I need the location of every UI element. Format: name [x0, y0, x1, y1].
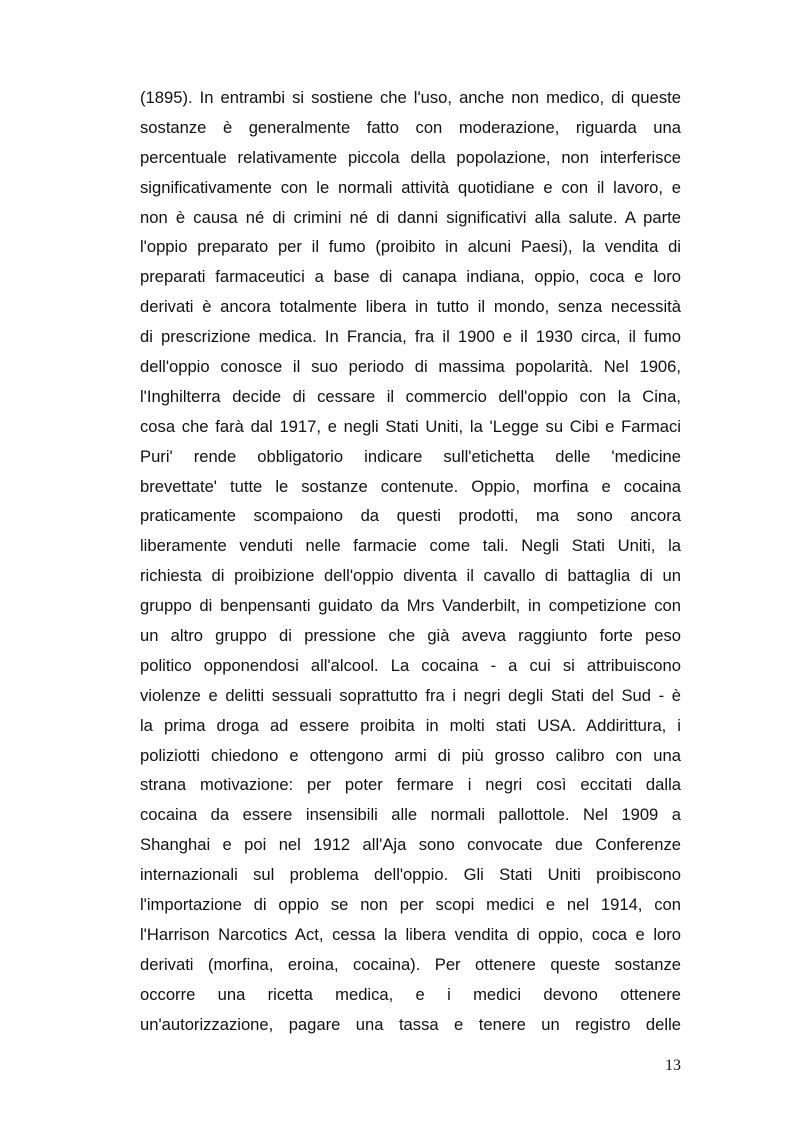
- text-line: internazionali sul problema dell'oppio. Gli Stati Uniti proibiscono: [140, 865, 681, 885]
- text-line: sostanze è generalmente fatto con moderazione, riguarda una: [140, 117, 681, 137]
- text-line: dell'oppio conosce il suo periodo di massima popolarità. Nel 1906,: [140, 357, 681, 377]
- text-line: violenze e delitti sessuali soprattutto fra i negri degli Stati del Sud - è: [140, 685, 681, 705]
- text-line: preparati farmaceutici a base di canapa indiana, oppio, coca e loro: [140, 267, 681, 287]
- body-text: [140, 83, 681, 1040]
- text-line: politico opponendosi all'alcool. La cocaina - a cui si attribuiscono: [140, 655, 681, 675]
- text-line: derivati è ancora totalmente libera in tutto il mondo, senza necessità: [140, 297, 681, 317]
- text-line: non è causa né di crimini né di danni significativi alla salute. A parte: [140, 207, 681, 227]
- text-line: l'Harrison Narcotics Act, cessa la libera vendita di oppio, coca e loro: [140, 924, 681, 944]
- text-line: cocaina da essere insensibili alle normali pallottole. Nel 1909 a: [140, 805, 681, 825]
- text-line: gruppo di benpensanti guidato da Mrs Vanderbilt, in competizione con: [140, 596, 681, 616]
- text-line: l'oppio preparato per il fumo (proibito in alcuni Paesi), la vendita di: [140, 237, 681, 257]
- text-line: praticamente scompaiono da questi prodotti, ma sono ancora: [140, 506, 681, 526]
- text-line: liberamente venduti nelle farmacie come tali. Negli Stati Uniti, la: [140, 536, 681, 556]
- text-line: l'Inghilterra decide di cessare il commercio dell'oppio con la Cina,: [140, 386, 681, 406]
- text-line: significativamente con le normali attività quotidiane e con il lavoro, e: [140, 177, 681, 197]
- text-line: poliziotti chiedono e ottengono armi di più grosso calibro con una: [140, 745, 681, 765]
- text-line: (1895). In entrambi si sostiene che l'uso, anche non medico, di queste: [140, 88, 681, 107]
- text-line: di prescrizione medica. In Francia, fra il 1900 e il 1930 circa, il fumo: [140, 327, 681, 347]
- text-line: un'autorizzazione, pagare una tassa e tenere un registro delle: [140, 1014, 681, 1034]
- text-line: un altro gruppo di pressione che già aveva raggiunto forte peso: [140, 626, 681, 646]
- text-line: occorre una ricetta medica, e i medici devono ottenere: [140, 984, 681, 1004]
- text-line: Shanghai e poi nel 1912 all'Aja sono convocate due Conferenze: [140, 835, 681, 855]
- text-line: Puri' rende obbligatorio indicare sull'etichetta delle 'medicine: [140, 446, 681, 466]
- text-line: strana motivazione: per poter fermare i negri così eccitati dalla: [140, 775, 681, 795]
- text-line: percentuale relativamente piccola della popolazione, non interferisce: [140, 147, 681, 167]
- page-number: 13: [665, 1057, 681, 1074]
- text-line: derivati (morfina, eroina, cocaina). Per ottenere queste sostanze: [140, 954, 681, 974]
- text-line: brevettate' tutte le sostanze contenute. Oppio, morfina e cocaina: [140, 476, 681, 496]
- text-line: l'importazione di oppio se non per scopi medici e nel 1914, con: [140, 895, 681, 915]
- text-line: richiesta di proibizione dell'oppio diventa il cavallo di battaglia di un: [140, 566, 681, 586]
- text-line: cosa che farà dal 1917, e negli Stati Uniti, la 'Legge su Cibi e Farmaci: [140, 416, 681, 436]
- text-line: la prima droga ad essere proibita in molti stati USA. Addirittura, i: [140, 715, 681, 735]
